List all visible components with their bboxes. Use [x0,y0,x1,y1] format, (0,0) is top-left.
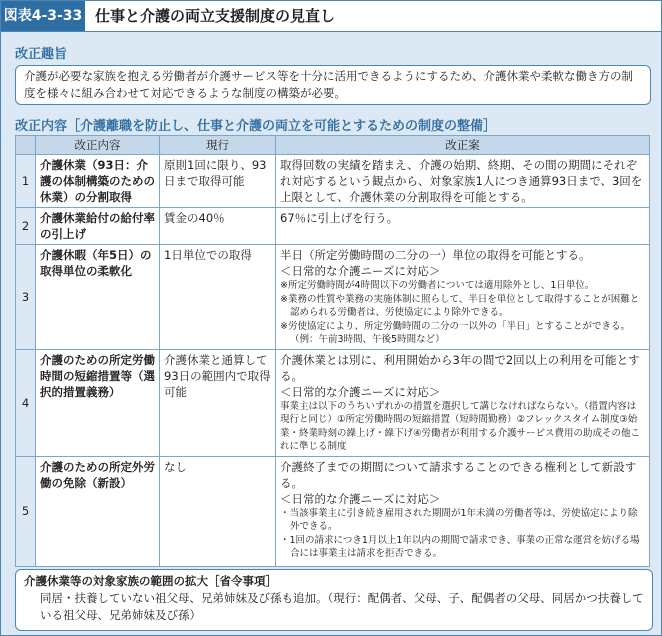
footer-title: 介護休業等の対象家族の範囲の拡大［省令事項］ [24,574,277,588]
row-proposal [276,349,650,456]
row-note: ※所定労働時間が4時間以下の労働者については適用除外とし、1日単位。 [280,280,595,291]
row-proposal-sub: ＜日常的な介護ニーズに対応＞ [280,264,441,278]
table-row [16,208,650,245]
purpose-text: 介護が必要な家族を抱える労働者が介護サービス等を十分に活用できるようにするため、介護休業や柔軟な働き方の制度を様々に組み合わせて対応できるような制度の構築が必要。 [24,69,634,100]
row-number: 1 [16,155,36,208]
row-proposal [276,245,650,350]
row-number: 4 [16,349,36,456]
table-row [16,349,650,456]
header-blank [16,136,36,155]
footer-box [15,569,653,631]
figure-title: 仕事と介護の両立支援制度の見直し [95,7,336,25]
row-current: 介護休業と通算して93日の範囲内で取得可能 [160,349,276,456]
footer-text: 同居・扶養していない祖父母、兄弟姉妹及び孫も追加。（現行：配偶者、父母、子、配偶者の父母、同居かつ扶養している祖父母、兄弟姉妹及び孫） [40,591,644,622]
purpose-heading: 改正趣旨 [15,47,68,62]
row-proposal-sub: ＜日常的な介護ニーズに対応＞ [280,491,441,506]
header-current: 現行 [160,136,276,155]
row-item: 介護のための所定外労働の免除（新設） [36,456,160,566]
row-note: ※労使協定により、所定労働時間の二分の一以外の「半日」とすることができる。（例：午前3時間、午後5時間など） [280,320,630,345]
row-number: 5 [16,456,36,566]
row-current: なし [160,456,276,566]
row-item: 介護休暇（年5日）の取得単位の柔軟化 [36,245,160,350]
row-proposal [276,208,650,245]
row-current: 原則1回に限り、93日まで取得可能 [160,155,276,208]
table-row [16,155,650,208]
row-proposal-main: 介護終了までの期間について請求することのできる権利として新設する。 [280,459,637,490]
revision-table [15,135,650,567]
row-number: 2 [16,208,36,245]
row-proposal-main: 67％に引上げを行う。 [280,211,399,225]
row-note: ・当該事業主に引き続き雇用された期間が1年未満の労働者等は、労使協定により除外できる。 [280,507,638,532]
row-item: 介護休業（93日：介護の体制構築のための休業）の分割取得 [36,155,160,208]
row-note: ・1回の請求につき1月以上1年以内の期間で請求でき、事業の正常な運営を妨げる場合には事業主は請求を拒否できる。 [280,534,640,559]
row-note: ※業務の性質や業務の実施体制に照らして、半日を単位として取得することが困難と認められる労働者は、労使協定により除外できる。 [280,293,640,318]
row-number: 3 [16,245,36,350]
row-note: 事業主は以下のうちいずれかの措置を選択して講じなければならない。（措置内容は現行と同じ）①所定労働時間の短縮措置（短時間勤務）②フレックスタイム制度③始業・終業時刻の繰上げ・繰下げ④労働者が利用する介護サービス費用の助成その他これに準じる制度 [280,400,641,452]
table-header-row [16,136,650,155]
table-row [16,245,650,350]
row-current: 1日単位での取得 [160,245,276,350]
header-item: 改正内容 [36,136,160,155]
row-proposal-main: 半日（所定労働時間の二分の一）単位の取得を可能とする。 [280,248,591,262]
title-bar [1,1,661,32]
row-proposal-sub: ＜日常的な介護ニーズに対応＞ [280,384,441,399]
table-row [16,456,650,566]
row-current: 賃金の40％ [160,208,276,245]
row-item: 介護休業給付の給付率の引上げ [36,208,160,245]
row-proposal [276,456,650,566]
row-item: 介護のための所定労働時間の短縮措置等（選択的措置義務） [36,349,160,456]
row-proposal-main: 取得回数の実績を踏まえ、介護の始期、終期、その間の期間にそれぞれ対応するという観点から、対象家族1人につき通算93日まで、3回を上限として、介護休業の分割取得を可能とする。 [280,158,643,204]
content-heading: 改正内容［介護離職を防止し、仕事と介護の両立を可能とするための制度の整備］ [15,119,497,134]
figure-label: 図表4-3-33 [1,1,85,31]
row-proposal [276,155,650,208]
header-proposal: 改正案 [276,136,650,155]
row-proposal-main: 介護休業とは別に、利用開始から3年の間で2回以上の利用を可能とする。 [280,352,640,383]
purpose-box [15,65,651,105]
